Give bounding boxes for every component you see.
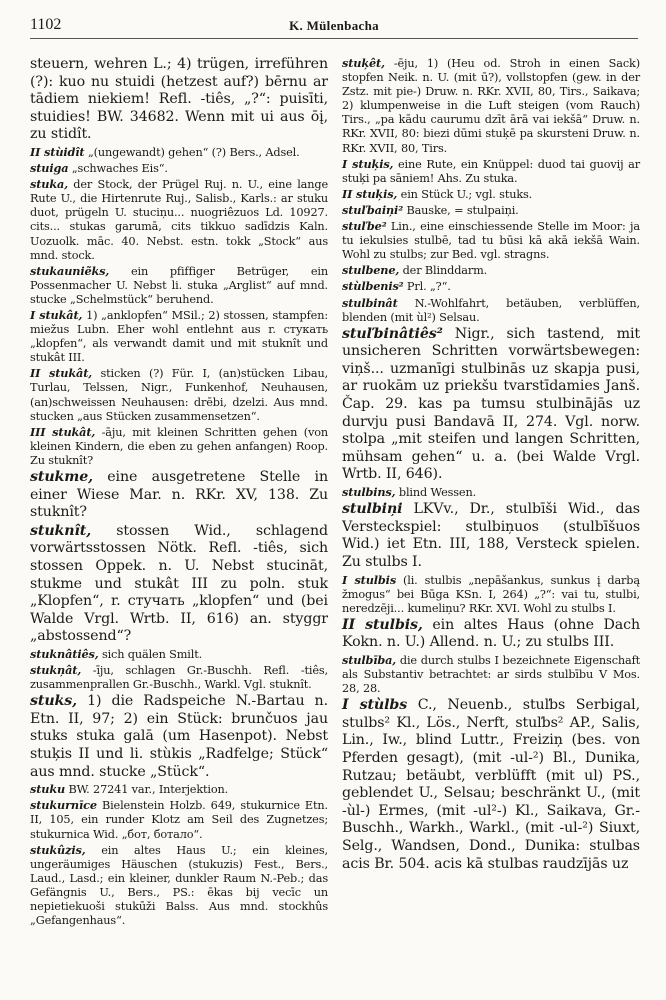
entry-text: „schwaches Eis“. [68,162,168,176]
entry-headword: III stukât, [30,424,96,439]
dictionary-entry [30,663,328,692]
entry-headword: stuknît, [30,522,92,539]
entry-headword: stuiga [30,161,69,176]
entry-text: Prl. „?“. [403,280,451,294]
entry-headword: stuľbe² [342,219,387,234]
entry-text: „(ungewandt) gehen“ (?) Bers., Adsel. [84,145,300,159]
entry-headword: I stùlbs [342,697,408,714]
entry-text: BW. 27241 var., Interjektion. [65,783,229,797]
dictionary-entry [30,308,328,365]
dictionary-entry [342,157,640,186]
entry-text: ein altes Haus U.; ein kleines, ungeräumiges Häuschen (stukuzis) Fest., Bers., Laud., Lasd.; ein kleiner, dunkler Raum N.-Peb.; das Gefängnis U., Bers., PS.: ēkas bij vecīc un nepietiekuoši stukūži Balss. Aus mnd. stockhûs „Gefangenhaus“. [30,843,328,928]
entry-headword: I stukât, [30,308,83,322]
entry-headword: stukûzis, [30,842,86,857]
dictionary-entry [30,798,328,841]
dictionary-entry [342,697,640,873]
entry-headword: stukņât, [30,663,82,678]
entry-headword: II stukât, [30,366,93,381]
right-column [342,56,640,874]
dictionary-entry [30,425,328,468]
dictionary-entry [342,485,640,500]
entry-headword: stuku [30,782,66,797]
entry-text: blind Wessen. [395,486,477,500]
entry-text: eine ausgetretene Stelle in einer Wiese Mar. n. RKr. XV, 138. Zu stuknît? [30,469,328,521]
entry-headword: stuľbaiņi² [342,202,403,217]
dictionary-entry [342,279,640,294]
dictionary-entry [342,653,640,696]
dictionary-entry [30,177,328,263]
entry-headword: stulbins, [342,485,396,500]
dictionary-entry [342,501,640,571]
entry-headword: I stuķis, [342,156,394,171]
entry-headword: stulbība, [342,652,397,667]
entry-text: 1) „anklopfen“ MSil.; 2) stossen, stampfen: miežus Lubn. Eher wohl entlehnt aus r. стукать „klopfen“, als verwandt damit und mit stuknît und stukât III. [30,309,328,365]
dictionary-entry [30,469,328,522]
entry-headword: stuķêt, [342,56,385,70]
entry-text: eine Rute, ein Knüppel: duod tai guovij ar stuķi pa sāniem! Ahs. Zu stuka. [342,157,640,185]
entry-text: stossen Wid., schlagend vorwärtsstossen Nötk. Refl. -tiês, sich stossen Oppek. n. U. Nebst stucināt, stukme und stukât III zu poln. stuk „Klopfen“, r. стучать „klopfen“ und (bei Walde Vrgl. Wrtb. II, 616) an. styggr „abstossend“? [30,522,328,645]
dictionary-entry [342,219,640,262]
entry-text: 1) die Radspeiche N.-Bartau n. Etn. II, 97; 2) ein Stück: brunčuos jau stuks stuka galā (um Hasenpot). Nebst stuķis II und li. stùkis „Radfelge; Stück“ aus mnd. stucke „Stück“. [30,693,328,780]
entry-headword: stukurnīce [30,798,97,813]
dictionary-entry [30,161,328,176]
dictionary-entry [342,56,640,156]
entry-text: sich quälen Smilt. [98,647,203,661]
entry-text: -āju, mit kleinen Schritten gehen (von kleinen Kindern, die eben zu gehen anfangen) Roop. Zu stuknît? [30,425,328,467]
entry-text: C., Neuenb., stuľbs Serbigal, stulbs² Kl., Lös., Nerft, stuľbs² AP., Salis, Lin., Iw., blind Luttr., Freiziņ (bes. von Pferden gesagt), (mit -ul-²) Bl., Dunika, Rutzau; betäubt, verblüfft (mit ul) PS., geblendet U., Selsau; beschränkt U., (mit -ùl-) Ermes, (mit -ul²-) Kl., Saikava, Gr.-Buschh., Warkh., Warkl., (mit -ul-²) Siuxt, Selg., Wandsen, Dond., Dunika: stulbas acis Br. 504. acis kā stulbas raudzījās uz [342,697,640,872]
dictionary-entry [30,145,328,160]
dictionary-entry [342,187,640,202]
dictionary-entry [342,617,640,652]
entry-text: ein altes Haus (ohne Dach Kokn. n. U.) Allend. n. U.; zu stulbs III. [342,616,640,651]
entry-text: Bielenstein Holzb. 649, stukurnice Etn. II, 105, ein runder Klotz am Seil des Zugnetzes; stukurnica Wid. „бoт, бoтaлo“. [30,799,328,841]
entry-text: der Blinddarm. [399,264,488,278]
dictionary-entry [30,782,328,797]
dictionary-entry [342,296,640,325]
page-number: 1102 [30,16,62,33]
entry-headword: stuka, [30,177,68,192]
dictionary-entry [30,366,328,423]
left-column [30,56,328,929]
entry-headword: stuľbinâtiês² [342,325,443,342]
running-title: K. Mülenbacha [289,18,379,33]
entry-text: LKVv., Dr., stulbīši Wid., das Versteckspiel: stulbiņuos (stulbīšuos Wid.) iet Etn. III, 188, Versteck spielen. Zu stulbs I. [342,501,640,570]
dictionary-entry [342,263,640,278]
dictionary-entry [342,573,640,616]
entry-text: sticken (?) Für. I, (an)stücken Libau, Turlau, Telssen, Nigr., Funkenhof, Neuhausen, (an)schweissen Neuhausen: drēbi, dzelzi. Aus mnd. stucken „aus Stücken zusammensetzen“. [30,367,329,423]
entry-headword: stuknâtiês, [30,646,99,661]
entry-text: ein pfiffiger Betrüger, ein Possenmacher U. Nebst li. stuka „Arglist“ auf mnd. stucke „Schelmstück“ beruhend. [30,264,328,306]
entry-headword: stùlbenis² [342,279,404,294]
entry-headword: stukauniẽks, [30,263,110,278]
entry-headword: stulbinât [342,295,398,310]
entry-text: Bauske, = stulpaiņi. [403,203,519,217]
entry-text: die durch stulbs I bezeichnete Eigenschaft als Substantiv betrachtet: ar sirds stulbību V Mos. 28, 28. [342,653,640,696]
entry-headword: stulbene, [342,263,400,278]
dictionary-entry [30,693,328,781]
entry-headword: stukme, [30,469,93,486]
dictionary-entry [342,203,640,218]
entry-headword: I stulbis [342,572,397,587]
entry-text: (li. stulbis „nepāšankus, sunkus į darbą žmogus“ bei Būga KSn. I, 264) „?“: vai tu, stulbi, neredzēji... kumeliņu? RKr. XVI. Wohl zu stulbs I. [342,573,640,615]
entry-text: -īju, schlagen Gr.-Buschh. Refl. -tiês, zusammenprallen Gr.-Buschh., Warkl. Vgl. stuknît. [30,664,328,692]
entry-text: N.-Wohlfahrt, betäuben, verblüffen, blenden (mit ùl²) Selsau. [342,296,640,324]
running-header [30,12,638,39]
dictionary-entry [30,56,328,144]
entry-headword: II stùidît [30,144,85,159]
dictionary-entry [30,843,328,929]
dictionary-entry [30,647,328,662]
dictionary-entry [30,523,328,646]
entry-headword: stuks, [30,693,78,710]
dictionary-entry [30,264,328,307]
entry-text: Nigr., sich tastend, mit unsicheren Schritten vorwärtsbewegen: viņš... uzmanīgi stulbinās uz skapja pusi, ar ruokām uz priekšu tvarstīdamies Janš. Čap. 29. kas pa tumsu stulbinājās uz durvju pusi Bandavā II, 274. Vgl. norw. stolpa „mit steifen und langen Schritten, mühsam gehen“ u. a. (bei Walde Vrgl. Wrtb. II, 646). [342,325,640,483]
dictionary-entry [342,326,640,484]
entry-text: -ēju, 1) (Heu od. Stroh in einen Sack) stopfen Neik. n. U. (mit ū?), vollstopfen (gew. in der Zstz. mit pie-) Druw. n. RKr. XVII, 80, Tirs., Saikava; 2) klumpenweise in die Luft steigen (vom Rauch) Tirs., „pa kādu caurumu dzīt ārā vai iekšā“ Druw. n. RKr. XVII, 80: biezi dūmi stuķē pa skursteni Druw. n. RKr. XVII, 80, Tirs. [342,57,640,155]
entry-text: ein Stück U.; vgl. stuks. [397,187,533,201]
entry-headword: II stuķis, [342,186,398,201]
entry-headword: II stulbis, [342,616,423,633]
entry-text: der Stock, der Prügel Ruj. n. U., eine lange Rute U., die Hirtenrute Ruj., Salisb., Karls.: ar stuku duot, prügeln U. stuciņu... nuogriêzuos Ld. 10927. cits... stukas garumā, cits tikkuo sadīdzis Kaln. Uozuolk. māc. 40. Nebst. estn. tokk „Stock“ aus mnd. stock. [30,178,328,262]
entry-headword: stulbiņi [342,501,403,518]
entry-text: steuern, wehren L.; 4) trügen, irreführen (?): kuo nu stuidi (hetzest auf?) bērnu ar tādiem niekiem! Refl. -tiês, „?“: puisīti, stuidies! BW. 34682. Wenn mit ui aus ōį, zu stidît. [30,56,328,143]
entry-text: Lin., eine einschiessende Stelle im Moor: ja tu iekulsies stulbē, tad tu būsi kā akā iekšā Wain. Wohl zu stulbs; zur Bed. vgl. stragns. [342,220,640,262]
